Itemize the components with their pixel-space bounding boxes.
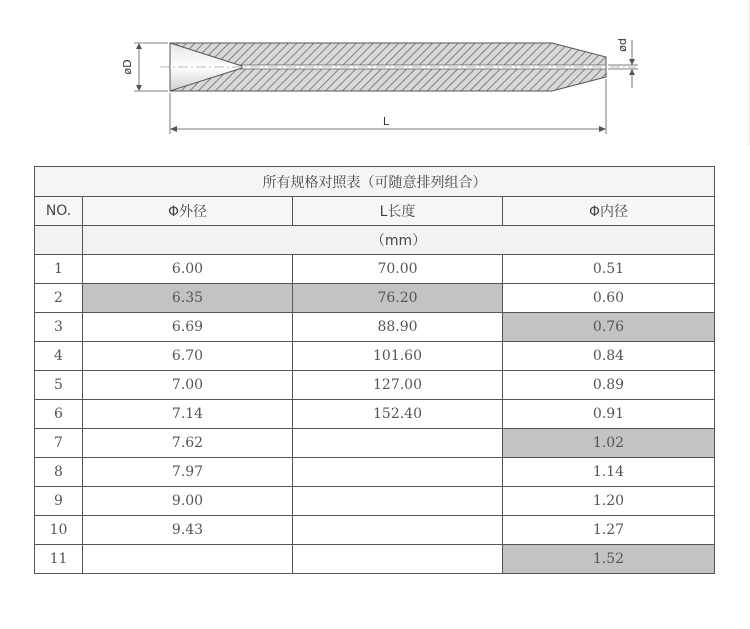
unit-blank-cell xyxy=(35,226,83,255)
inner-diameter-dimension xyxy=(608,38,638,88)
table-title: 所有规格对照表（可随意排列组合） xyxy=(35,167,715,197)
table-title-row xyxy=(35,167,715,197)
nozzle-drawing xyxy=(0,0,750,145)
row-number-cell: 7 xyxy=(35,429,83,458)
inner-diameter-label: ød xyxy=(616,38,629,52)
inner-diameter-cell: 0.91 xyxy=(503,400,715,429)
length-cell xyxy=(293,487,503,516)
table-row xyxy=(35,545,715,574)
row-number-cell: 8 xyxy=(35,458,83,487)
table-header-row xyxy=(35,197,715,226)
length-cell: 101.60 xyxy=(293,342,503,371)
length-cell xyxy=(293,458,503,487)
header-inner-diameter: Φ内径 xyxy=(503,197,715,226)
row-number-cell: 6 xyxy=(35,400,83,429)
row-number-cell: 10 xyxy=(35,516,83,545)
outer-diameter-cell: 6.35 xyxy=(83,284,293,313)
outer-diameter-cell: 9.00 xyxy=(83,487,293,516)
outer-diameter-cell: 7.97 xyxy=(83,458,293,487)
inner-diameter-cell: 1.27 xyxy=(503,516,715,545)
table-row xyxy=(35,255,715,284)
outer-diameter-cell: 7.00 xyxy=(83,371,293,400)
row-number-cell: 11 xyxy=(35,545,83,574)
length-cell: 76.20 xyxy=(293,284,503,313)
header-no: NO. xyxy=(35,197,83,226)
outer-diameter-cell: 7.62 xyxy=(83,429,293,458)
inner-diameter-cell: 1.20 xyxy=(503,487,715,516)
outer-diameter-label: øD xyxy=(121,59,134,75)
outer-diameter-cell: 6.69 xyxy=(83,313,293,342)
table-row xyxy=(35,284,715,313)
outer-diameter-cell: 6.70 xyxy=(83,342,293,371)
header-outer-diameter: Φ外径 xyxy=(83,197,293,226)
length-cell: 70.00 xyxy=(293,255,503,284)
outer-diameter-cell: 7.14 xyxy=(83,400,293,429)
table-row xyxy=(35,516,715,545)
table-unit-row xyxy=(35,226,715,255)
header-length: L长度 xyxy=(293,197,503,226)
outer-diameter-cell: 9.43 xyxy=(83,516,293,545)
table-row xyxy=(35,313,715,342)
row-number-cell: 2 xyxy=(35,284,83,313)
outer-diameter-cell xyxy=(83,545,293,574)
length-cell xyxy=(293,429,503,458)
inner-diameter-cell: 1.02 xyxy=(503,429,715,458)
row-number-cell: 9 xyxy=(35,487,83,516)
unit-label: （mm） xyxy=(83,226,715,255)
inner-diameter-cell: 0.89 xyxy=(503,371,715,400)
length-cell: 127.00 xyxy=(293,371,503,400)
row-number-cell: 1 xyxy=(35,255,83,284)
table-row xyxy=(35,429,715,458)
inner-diameter-cell: 1.14 xyxy=(503,458,715,487)
inner-diameter-cell: 1.52 xyxy=(503,545,715,574)
table-row xyxy=(35,342,715,371)
inner-diameter-cell: 0.60 xyxy=(503,284,715,313)
outer-diameter-cell: 6.00 xyxy=(83,255,293,284)
table-row xyxy=(35,487,715,516)
table-row xyxy=(35,400,715,429)
length-label: L xyxy=(382,115,390,128)
inner-diameter-cell: 0.76 xyxy=(503,313,715,342)
row-number-cell: 4 xyxy=(35,342,83,371)
inner-diameter-cell: 0.84 xyxy=(503,342,715,371)
inner-diameter-cell: 0.51 xyxy=(503,255,715,284)
length-cell: 88.90 xyxy=(293,313,503,342)
spec-table xyxy=(34,166,715,574)
row-number-cell: 3 xyxy=(35,313,83,342)
length-cell: 152.40 xyxy=(293,400,503,429)
row-number-cell: 5 xyxy=(35,371,83,400)
length-cell xyxy=(293,545,503,574)
table-row xyxy=(35,458,715,487)
table-row xyxy=(35,371,715,400)
length-cell xyxy=(293,516,503,545)
